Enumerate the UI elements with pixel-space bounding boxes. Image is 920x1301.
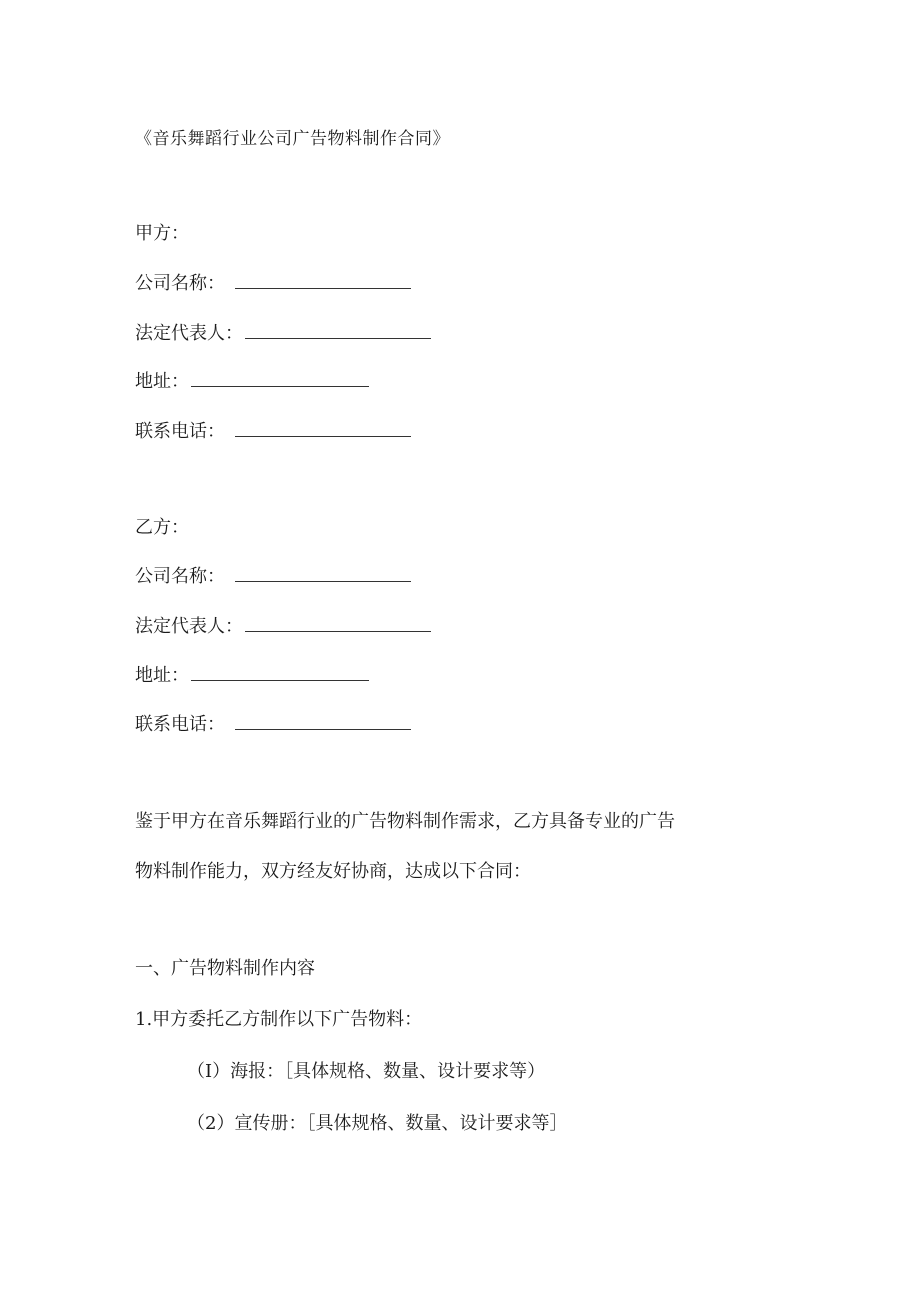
party-a-address-label: 地址： [135,371,189,392]
section-1-sub-2: （2）宣传册：［具体规格、数量、设计要求等］ [187,1113,568,1134]
party-a-rep-label: 法定代表人： [135,323,243,344]
party-b-phone-row [135,713,411,737]
party-b-phone-label: 联系电话： [135,714,225,735]
party-b-rep-label: 法定代表人： [135,616,243,637]
party-b-rep-row [135,615,431,639]
party-a-rep-row [135,322,431,346]
party-a-heading: 甲方： [135,223,189,244]
party-b-address-label: 地址： [135,665,189,686]
party-a-address-blank[interactable] [191,370,369,387]
party-b-address-row [135,664,369,688]
party-b-company-blank[interactable] [235,565,411,582]
section-1-heading: 一、广告物料制作内容 [135,958,315,979]
section-1-item-1: 1.甲方委托乙方制作以下广告物料： [135,1009,423,1030]
party-b-company-row [135,565,411,589]
party-b-heading: 乙方： [135,517,189,538]
party-a-company-blank[interactable] [235,272,411,289]
party-b-address-blank[interactable] [191,664,369,681]
preamble-line-1: 鉴于甲方在音乐舞蹈行业的广告物料制作需求，乙方具备专业的广告 [135,811,675,832]
party-b-rep-blank[interactable] [245,615,431,632]
document-title: 《音乐舞蹈行业公司广告物料制作合同》 [135,129,450,149]
party-a-company-row [135,272,411,296]
party-a-phone-row [135,420,411,444]
party-a-phone-blank[interactable] [235,420,411,437]
party-b-company-label: 公司名称： [135,566,225,587]
party-a-address-row [135,370,369,394]
party-b-phone-blank[interactable] [235,713,411,730]
party-a-company-label: 公司名称： [135,273,225,294]
preamble-line-2: 物料制作能力，双方经友好协商，达成以下合同： [135,861,531,882]
section-1-sub-1: （I）海报：［具体规格、数量、设计要求等） [187,1061,546,1082]
party-a-rep-blank[interactable] [245,322,431,339]
party-a-phone-label: 联系电话： [135,421,225,442]
